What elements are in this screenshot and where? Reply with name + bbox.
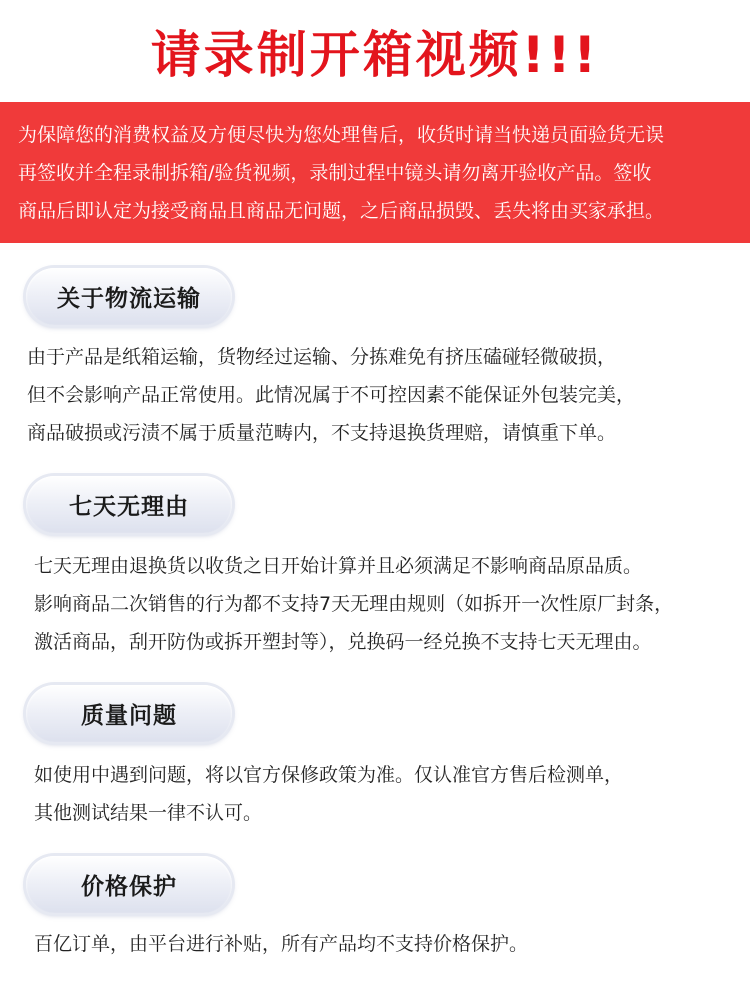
section-title: 关于物流运输 [57,286,201,312]
section-title-pill-seven-day [26,476,232,533]
section-title: 质量问题 [81,703,177,729]
page-headline: 请录制开箱视频!!! [150,26,600,84]
body-line: 激活商品，刮开防伪或拆开塑封等），兑换码一经兑换不支持七天无理由。 [34,631,652,653]
section-title-pill-logistics [26,268,232,325]
section-body-seven-day [34,547,673,661]
body-line: 百亿订单，由平台进行补贴，所有产品均不支持价格保护。 [34,933,529,955]
body-line: 其他测试结果一律不认可。 [34,802,263,824]
section-title-pill-price-protection [26,856,232,913]
section-body-logistics [27,338,635,452]
section-body-price-protection [34,925,528,963]
body-line: 商品破损或污渍不属于质量范畴内，不支持退换货理赔，请慎重下单。 [27,422,617,444]
body-line: 但不会影响产品正常使用。此情况属于不可控因素不能保证外包装完美， [27,384,636,406]
notice-line: 商品后即认定为接受商品且商品无问题，之后商品损毁、丢失将由买家承担。 [18,200,665,222]
body-line: 影响商品二次销售的行为都不支持7天无理由规则（如拆开一次性原厂封条， [34,593,674,615]
notice-line: 再签收并全程录制拆箱/验货视频，录制过程中镜头请勿离开验收产品。签收 [18,162,652,184]
body-line: 七天无理由退换货以收货之日开始计算并且必须满足不影响商品原品质。 [34,555,643,577]
section-title: 七天无理由 [69,494,189,520]
body-line: 由于产品是纸箱运输，货物经过运输、分拣难免有挤压磕碰轻微破损， [27,346,617,368]
body-line: 如使用中遇到问题，将以官方保修政策为准。仅认准官方售后检测单， [34,764,624,786]
notice-line: 为保障您的消费权益及方便尽快为您处理售后，收货时请当快递员面验货无误 [18,124,665,146]
section-title: 价格保护 [81,874,177,900]
section-title-pill-quality [26,685,232,742]
notice-banner [0,102,750,243]
section-body-quality [34,756,623,832]
